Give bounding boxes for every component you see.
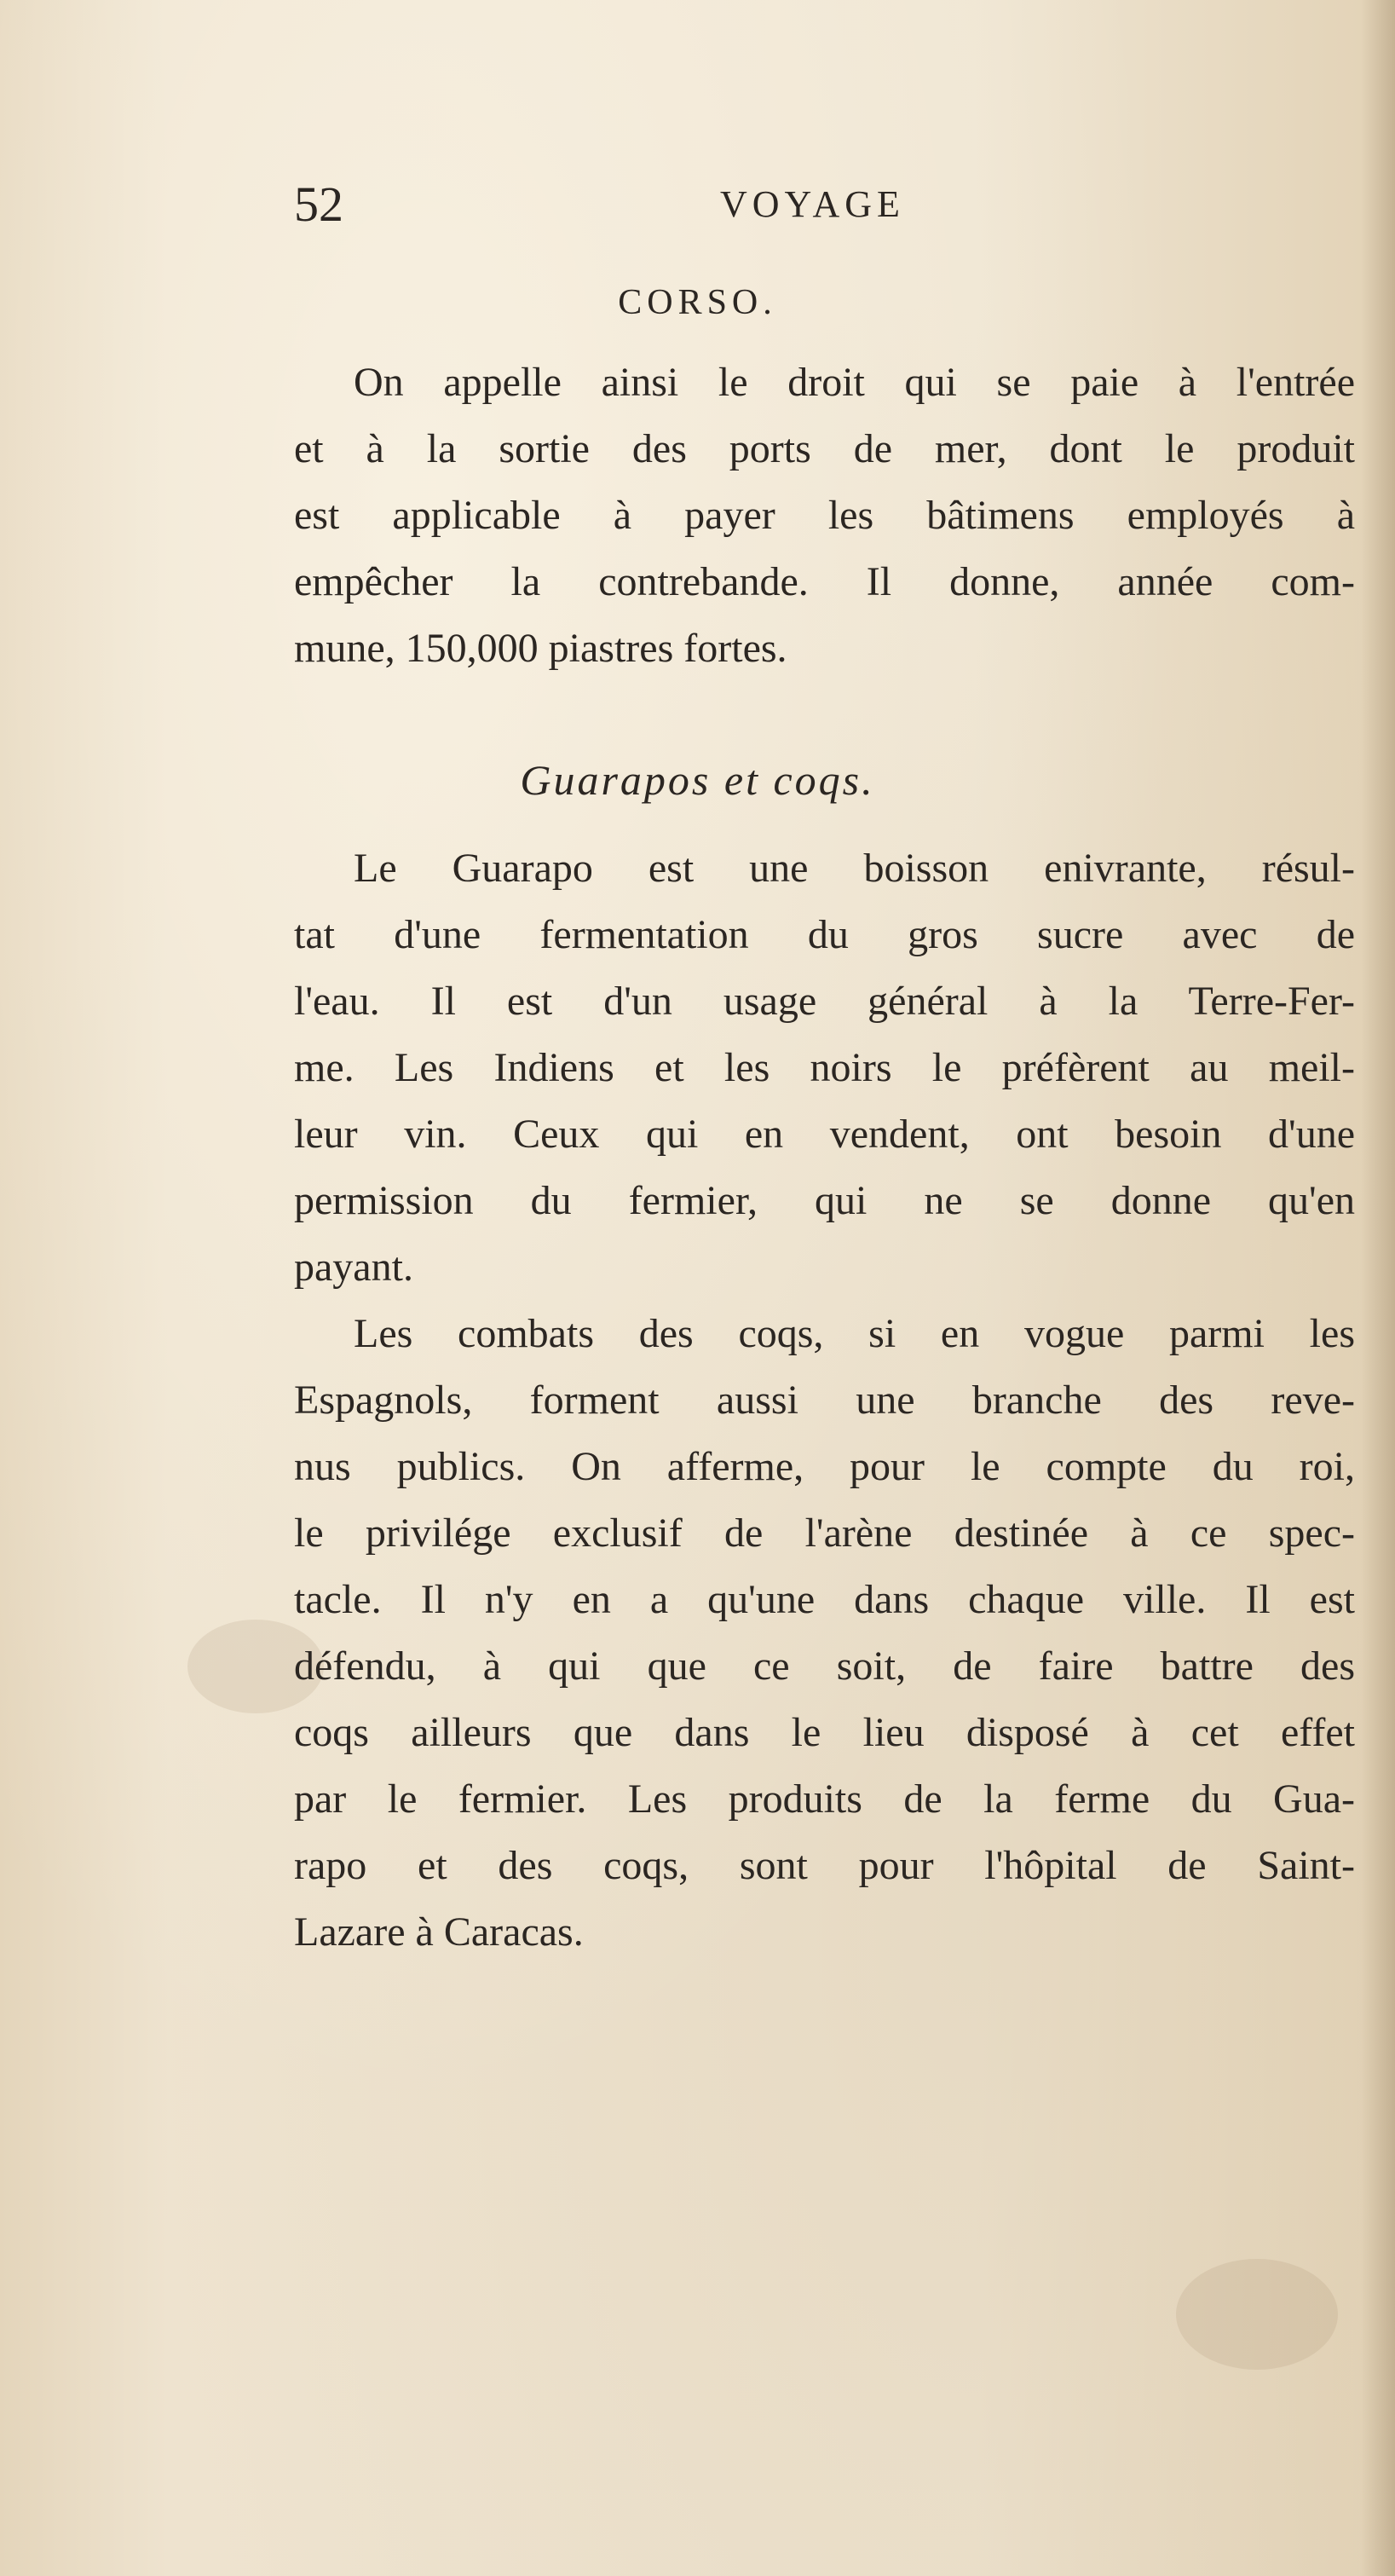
text-line: me. Les Indiens et les noirs le préfèrent au meil- [294, 1045, 1355, 1090]
text-line: rapo et des coqs, sont pour l'hôpital de Saint- [294, 1843, 1355, 1888]
page-edge-shadow [1361, 0, 1395, 2576]
paper-stain [1176, 2259, 1338, 2370]
page-number: 52 [294, 176, 343, 232]
guarapo-text [294, 835, 1355, 1966]
text-line: et à la sortie des ports de mer, dont le produit [294, 426, 1355, 471]
text-line: Les combats des coqs, si en vogue parmi les [354, 1311, 1355, 1356]
running-title: VOYAGE [720, 183, 905, 225]
text-line: par le fermier. Les produits de la ferme du Gua- [294, 1776, 1355, 1822]
text-line: leur vin. Ceux qui en vendent, ont besoin d'une [294, 1112, 1355, 1157]
text-line: nus publics. On afferme, pour le compte du roi, [294, 1444, 1355, 1489]
text-line: Lazare à Caracas. [294, 1909, 584, 1955]
text-line: payant. [294, 1245, 413, 1290]
text-line: tat d'une fermentation du gros sucre avec de [294, 912, 1355, 957]
text-line: le privilége exclusif de l'arène destinée à ce spec- [294, 1510, 1355, 1556]
text-line: empêcher la contrebande. Il donne, année com- [294, 559, 1355, 604]
section-heading: CORSO. [618, 283, 777, 322]
text-line: mune, 150,000 piastres fortes. [294, 626, 787, 671]
paragraph-corso [294, 349, 1355, 682]
text-line: Le Guarapo est une boisson enivrante, résul- [354, 846, 1355, 891]
text-line: coqs ailleurs que dans le lieu disposé à cet effet [294, 1710, 1355, 1755]
text-line: On appelle ainsi le droit qui se paie à l'entrée [354, 360, 1355, 405]
text-line: l'eau. Il est d'un usage général à la Terre-Fer- [294, 979, 1355, 1024]
running-head [0, 175, 1395, 243]
text-line: défendu, à qui que ce soit, de faire battre des [294, 1643, 1355, 1689]
subheading: Guarapos et coqs. [520, 756, 875, 804]
text-line: Espagnols, forment aussi une branche des reve- [294, 1378, 1355, 1423]
text-line: est applicable à payer les bâtimens employés à [294, 493, 1355, 538]
text-line: tacle. Il n'y en a qu'une dans chaque ville. Il est [294, 1577, 1355, 1622]
text-line: permission du fermier, qui ne se donne qu'en [294, 1178, 1355, 1223]
